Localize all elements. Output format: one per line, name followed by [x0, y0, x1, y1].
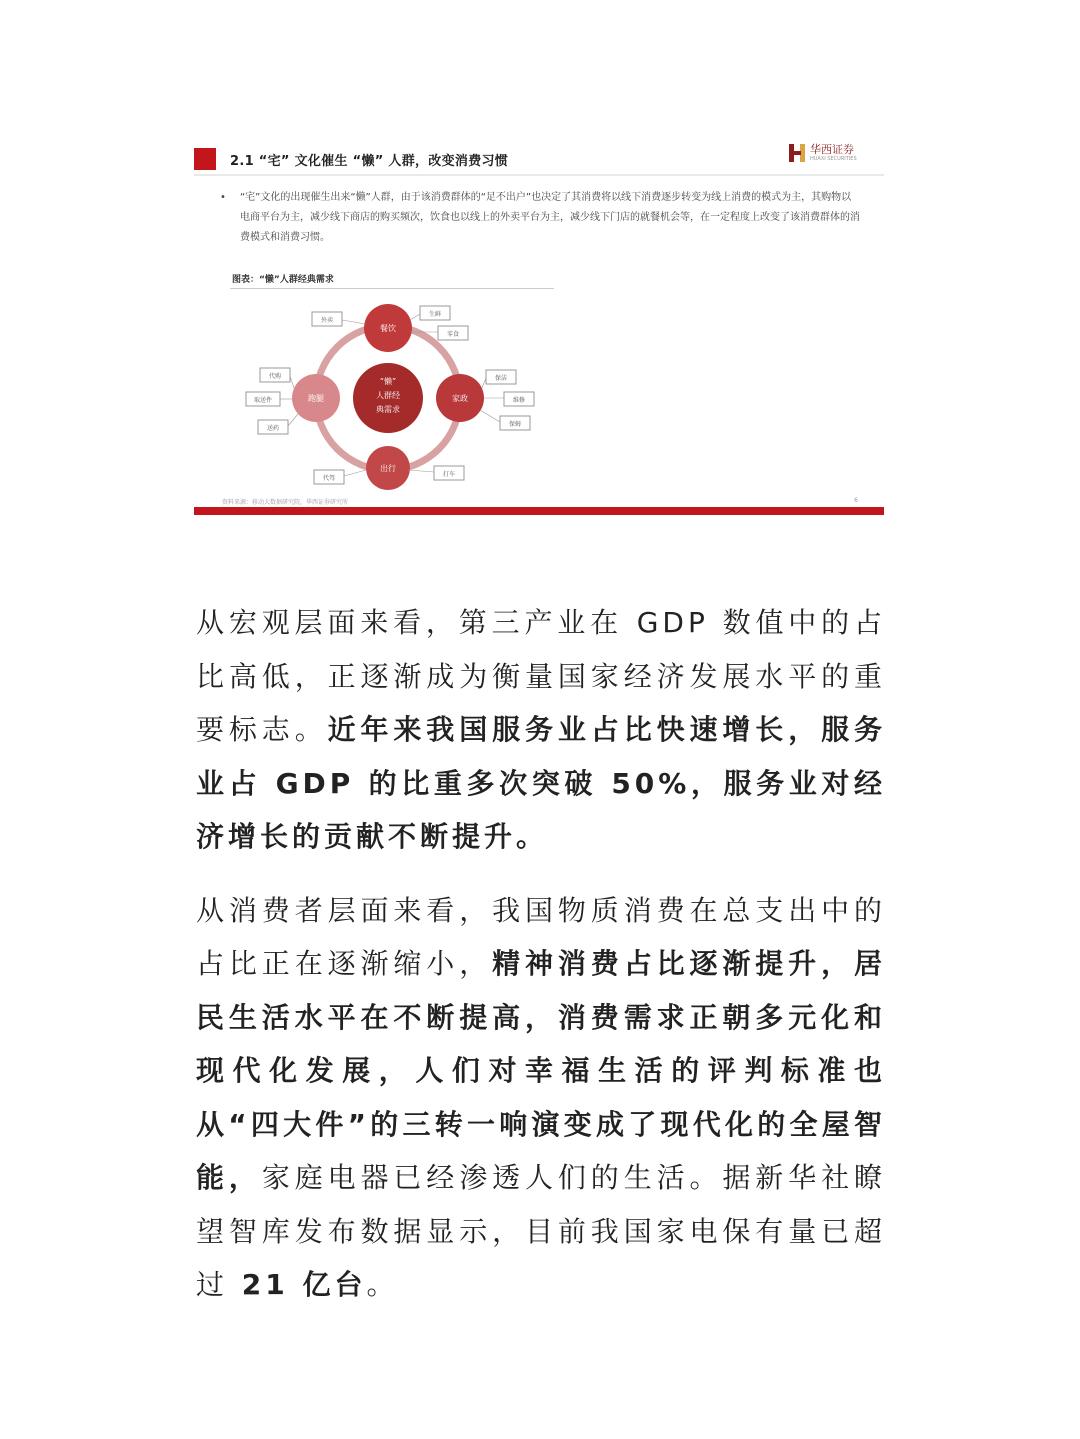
p1-normal: 从宏观层面来看，第三产业在 GDP 数值中的占比高低，正逐渐成为衡量国家经济发展水平的重要标志。: [196, 606, 886, 746]
node-errand-label: 跑腿: [308, 394, 324, 403]
logo-chinese: 华西证券: [810, 143, 854, 156]
p2-normal-2: 家庭电器已经渗透人们的生活。据新华社瞭望智库发布数据显示，目前我国家电保有量已超过: [196, 1161, 886, 1301]
figure-rule: [230, 288, 554, 289]
huaxi-logo-icon: [788, 142, 806, 164]
tag-text: 代购: [268, 373, 282, 380]
slide-page-number: 6: [854, 497, 858, 504]
tag-text: 保洁: [494, 375, 508, 382]
tag-text: 打车: [442, 471, 456, 478]
bullet-dot: •: [220, 192, 226, 203]
tag-text: 零食: [446, 331, 460, 338]
paragraph-1: [196, 596, 886, 864]
tag-text: 送药: [266, 425, 280, 432]
slide-bottom-bar: [194, 507, 884, 515]
p2-normal-1: 从消费者层面来看，我国物质消费在总支出中的占比正在逐渐缩小，: [196, 893, 886, 980]
slide-bullet: [220, 188, 860, 248]
slide-title: 2.1 “宅” 文化催生 “懒” 人群，改变消费习惯: [230, 154, 509, 169]
tag-text: 保姆: [508, 421, 522, 428]
tag-text: 取送件: [253, 397, 273, 404]
p1-bold: 近年来我国服务业占比快速增长，服务业占 GDP 的比重多次突破 50%，服务业对经济增长的贡献不断提升。: [196, 713, 886, 853]
node-catering-label: 餐饮: [380, 324, 396, 333]
p2-bold-2: 21 亿台: [228, 1268, 367, 1301]
p2-bold-1: 精神消费占比逐渐提升，居民生活水平在不断提高，消费需求正朝多元化和现代化发展，人们对幸福生活的评判标准也从“四大件”的三转一响演变成了现代化的全屋智能，: [196, 947, 886, 1194]
tag-text: 代驾: [322, 475, 336, 482]
p2-normal-3: 。: [366, 1268, 399, 1301]
slide-source: 资料来源：移动大数据研究院，华西证券研究所: [222, 499, 349, 506]
node-housekeeping-label: 家政: [452, 394, 468, 403]
center-line-3: 典需求: [376, 405, 400, 414]
logo-english: HUAXI SECURITIES: [810, 156, 857, 162]
tag-text: 外卖: [320, 317, 334, 324]
center-line-1: “懒”: [379, 377, 397, 386]
lazy-demand-diagram: [194, 292, 554, 492]
center-line-2: 人群经: [376, 391, 400, 400]
slide-image: [194, 130, 884, 518]
node-travel-label: 出行: [380, 464, 396, 473]
company-logo: [788, 142, 857, 164]
title-accent-block: [194, 148, 216, 170]
bullet-text: “宅”文化的出现催生出来“懒”人群，由于该消费群体的“足不出户”也决定了其消费将以线下消费逐步转变为线上消费的模式为主，其购物以电商平台为主，减少线下商店的购买频次，饮食也以线上的外卖平台为主，减少线下门店的就餐机会等，在一定程度上改变了该消费群体的消费模式和消费习惯。: [240, 192, 860, 243]
figure-label: 图表：“懒”人群经典需求: [232, 275, 334, 285]
tag-text: 生鲜: [428, 311, 442, 318]
article-body: [196, 596, 886, 1332]
title-divider: [194, 174, 884, 176]
tag-text: 维修: [512, 397, 526, 404]
paragraph-2: [196, 884, 886, 1312]
